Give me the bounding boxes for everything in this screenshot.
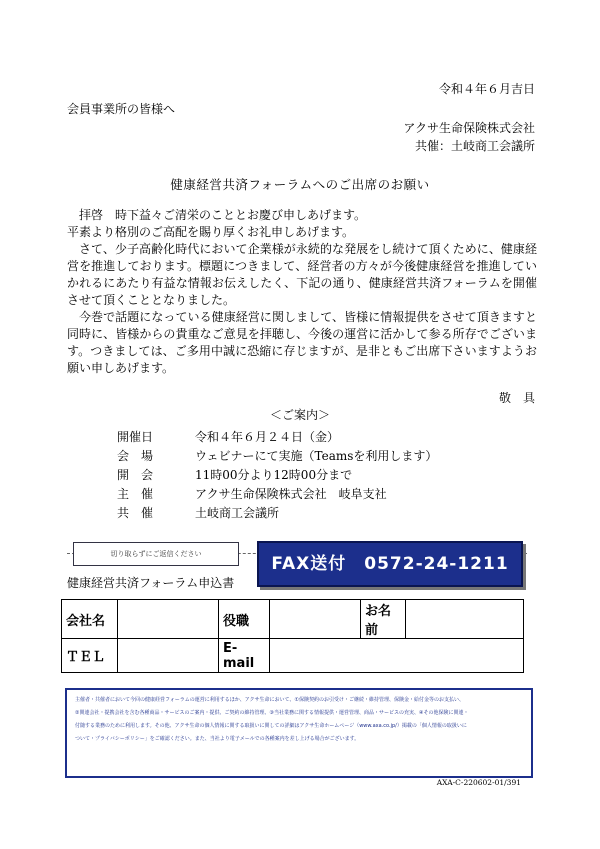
letter-title: 健康経営共済フォーラムへのご出席のお願い (170, 177, 430, 192)
tel-label: ＴＥＬ (62, 639, 118, 673)
thanks-line: 平素より格別のご高配を賜り厚くお礼申しあげます。 (67, 225, 355, 239)
sender-company: アクサ生命保険株式会社 (403, 121, 535, 135)
privacy-notice (65, 688, 533, 778)
guide-heading: ＜ご案内＞ (269, 408, 330, 422)
letter-date: 令和４年６月吉日 (438, 82, 535, 96)
detail-label: 開 会 (117, 468, 154, 482)
cut-note: 切り取らずにご返信ください (73, 542, 239, 566)
body-paragraph-1: さて、少子高齢化時代において企業様が永続的な発展をし続けて頂くために、健康経営を推進しております。標題につきまして、経営者の方々が今後健康経営を推進していかれるにあたり有益な情報お伝えしたく、下記の通り、健康経営共済フォーラムを開催させて頂くこととなりました。 (67, 242, 537, 307)
closing-word: 敬 具 (498, 391, 535, 405)
notice-line: ついて・プライバシーポリシー」をご確認ください。また、当社より電子メールでの各種案内を差し上げる場合がございます。 (75, 736, 360, 742)
recipient: 会員事業所の皆様へ (67, 102, 176, 116)
email-label: E-mail (219, 639, 270, 673)
detail-row-host (117, 485, 437, 504)
email-field[interactable] (270, 639, 524, 673)
document-code: AXA-C-220602-01/391 (436, 778, 521, 787)
tel-field[interactable] (118, 639, 219, 673)
notice-line: 付随する業務のために利用します。その他、アクサ生命の個人情報に関する取扱いに関しての詳細はアクサ生命ホームページ（www.axa.co.jp/）掲載の「個人情報の取扱いに (75, 723, 467, 729)
notice-line: ②関連会社・提携会社を含む各種商品・サービスのご案内・提供、ご契約の維持管理、③当社業務に関する情報提供・運営管理、商品・サービスの充実、④その他保険に関連・ (75, 710, 469, 716)
notice-line: 主催者・共催者において今回の健康経営フォーラムの運営に利用するほか、アクサ生命において、①保険契約のお引受け・ご継続・維持管理、保険金・給付金等のお支払い、 (75, 697, 464, 703)
detail-value: アクサ生命保険株式会社 岐阜支社 (195, 487, 387, 501)
detail-value: 令和４年６月２４日（金） (195, 430, 340, 444)
detail-row-time (117, 466, 437, 485)
sender-cohost: 共催：土岐商工会議所 (414, 139, 535, 153)
detail-label: 主 催 (117, 487, 154, 501)
name-field[interactable] (406, 600, 524, 639)
detail-label: 共 催 (117, 506, 154, 520)
body-paragraph-2: 今巻で話題になっている健康経営に関しまして、皆様に情報提供をさせて頂きますと同時に、皆様からの貴重なご意見を拝聴し、今後の運営に活かして参る所存でございます。つきましては、ご多用中誠に恐縮に存じますが、是非ともご出席下さいますようお願い申しあげます。 (67, 310, 537, 375)
detail-row-cohost (117, 504, 437, 523)
sender-block (403, 119, 535, 155)
company-field[interactable] (118, 600, 219, 639)
application-form (61, 599, 524, 673)
name-label: お名前 (361, 600, 406, 639)
letter-body (67, 207, 537, 377)
detail-value: 11時00分より12時00分まで (195, 468, 353, 482)
form-row-company (62, 600, 524, 639)
form-row-contact (62, 639, 524, 673)
detail-label: 開催日 (117, 430, 154, 444)
event-details (117, 428, 437, 523)
detail-value: 土岐商工会議所 (195, 506, 280, 520)
detail-label: 会 場 (117, 449, 154, 463)
detail-value: ウェビナーにて実施（Teamsを利用します） (195, 449, 438, 463)
detail-row-date (117, 428, 437, 447)
greeting-line: 拝啓 時下益々ご清栄のこととお慶び申しあげます。 (79, 208, 367, 222)
position-field[interactable] (270, 600, 361, 639)
fax-number-banner: FAX送付 0572-24-1211 (257, 541, 523, 587)
form-title: 健康経営共済フォーラム申込書 (67, 576, 235, 590)
company-label: 会社名 (62, 600, 118, 639)
detail-row-venue (117, 447, 437, 466)
position-label: 役職 (219, 600, 270, 639)
